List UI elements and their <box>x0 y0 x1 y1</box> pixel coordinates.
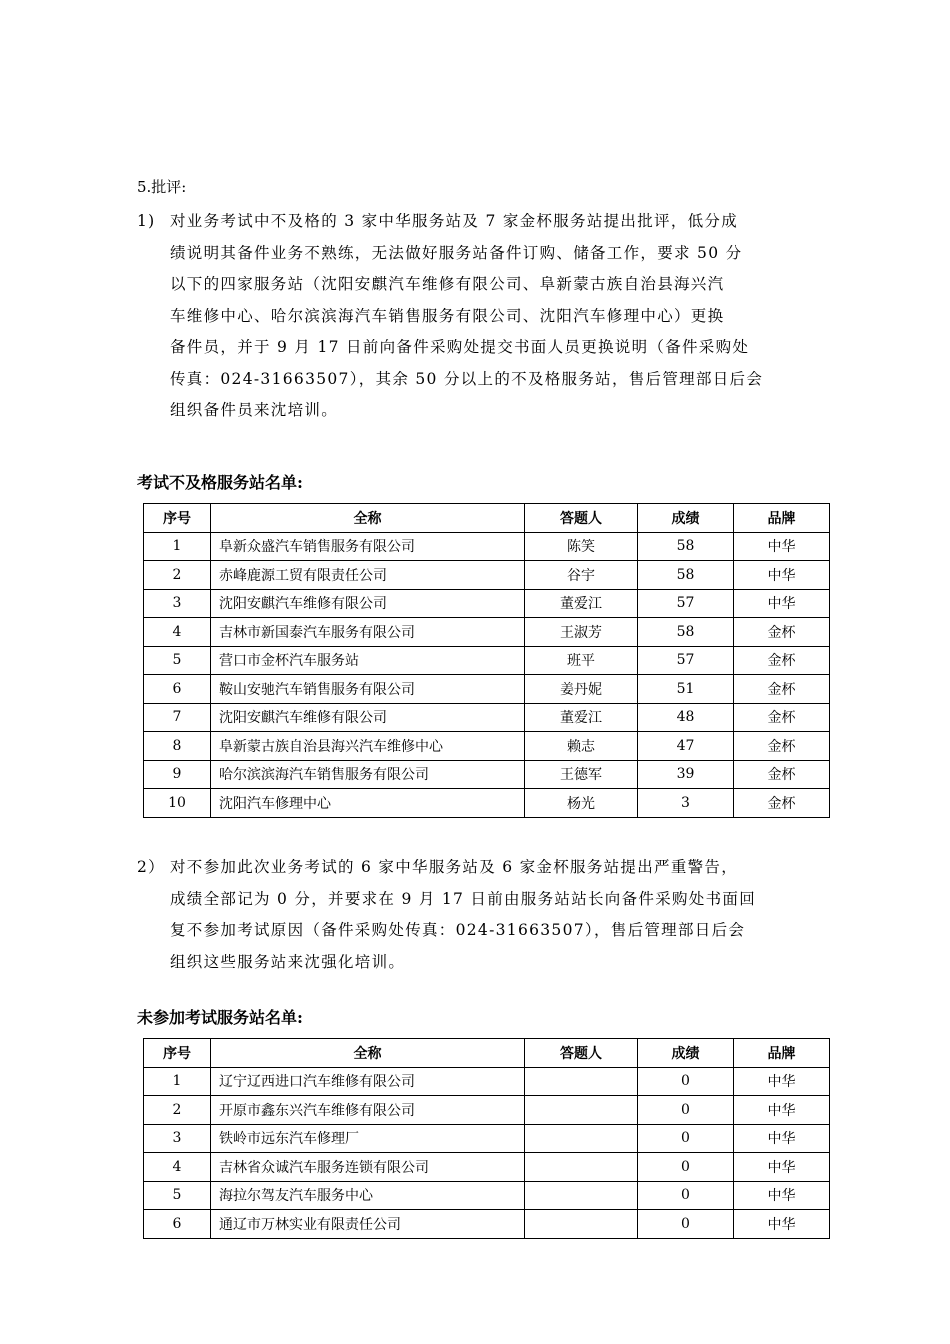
failed-stations-table <box>143 503 830 818</box>
cell-name: 阜新蒙古族自治县海兴汽车维修中心 <box>211 732 525 761</box>
cell-respondent: 王淑芳 <box>525 618 638 647</box>
cell-score: 58 <box>638 618 734 647</box>
cell-brand: 金杯 <box>734 760 830 789</box>
cell-respondent: 赖志 <box>525 732 638 761</box>
cell-respondent <box>525 1124 638 1153</box>
table2-heading: 未参加考试服务站名单: <box>137 1008 303 1027</box>
cell-respondent: 陈笑 <box>525 532 638 561</box>
table-row <box>144 646 830 675</box>
cell-name: 沈阳汽车修理中心 <box>211 789 525 818</box>
cell-brand: 中华 <box>734 1153 830 1182</box>
cell-brand: 金杯 <box>734 703 830 732</box>
cell-index: 6 <box>144 675 211 704</box>
cell-brand: 金杯 <box>734 618 830 647</box>
cell-respondent <box>525 1210 638 1239</box>
table-header-row <box>144 1039 830 1068</box>
cell-index: 3 <box>144 1124 211 1153</box>
table-row <box>144 1096 830 1125</box>
cell-score: 48 <box>638 703 734 732</box>
cell-name: 营口市金杯汽车服务站 <box>211 646 525 675</box>
cell-score: 51 <box>638 675 734 704</box>
col-header-index: 序号 <box>144 504 211 533</box>
item1-line: 传真：024-31663507），其余 50 分以上的不及格服务站，售后管理部日后会 <box>170 369 764 388</box>
cell-index: 1 <box>144 532 211 561</box>
cell-name: 赤峰鹿源工贸有限责任公司 <box>211 561 525 590</box>
cell-brand: 中华 <box>734 1210 830 1239</box>
item1-line: 组织备件员来沈培训。 <box>170 401 339 419</box>
cell-score: 0 <box>638 1210 734 1239</box>
cell-respondent <box>525 1096 638 1125</box>
cell-respondent: 董爱江 <box>525 703 638 732</box>
item1-line: 备件员，并于 9 月 17 日前向备件采购处提交书面人员更换说明（备件采购处 <box>170 338 750 356</box>
col-header-score: 成绩 <box>638 504 734 533</box>
cell-score: 0 <box>638 1153 734 1182</box>
cell-brand: 金杯 <box>734 675 830 704</box>
cell-brand: 中华 <box>734 1181 830 1210</box>
cell-index: 7 <box>144 703 211 732</box>
item1-line: 以下的四家服务站（沈阳安麒汽车维修有限公司、阜新蒙古族自治县海兴汽 <box>170 275 725 293</box>
cell-index: 10 <box>144 789 211 818</box>
table-row <box>144 589 830 618</box>
table-row <box>144 760 830 789</box>
col-header-brand: 品牌 <box>734 504 830 533</box>
cell-respondent: 董爱江 <box>525 589 638 618</box>
table-row <box>144 732 830 761</box>
cell-brand: 中华 <box>734 1124 830 1153</box>
cell-brand: 中华 <box>734 561 830 590</box>
cell-index: 4 <box>144 1153 211 1182</box>
item1-line: 对业务考试中不及格的 3 家中华服务站及 7 家金杯服务站提出批评，低分成 <box>170 212 739 230</box>
col-header-respondent: 答题人 <box>525 1039 638 1068</box>
table-row <box>144 675 830 704</box>
item2-line: 组织这些服务站来沈强化培训。 <box>170 952 406 971</box>
cell-score: 57 <box>638 589 734 618</box>
cell-name: 吉林省众诚汽车服务连锁有限公司 <box>211 1153 525 1182</box>
cell-score: 0 <box>638 1096 734 1125</box>
cell-score: 39 <box>638 760 734 789</box>
cell-index: 5 <box>144 1181 211 1210</box>
item2-line: 对不参加此次业务考试的 6 家中华服务站及 6 家金杯服务站提出严重警告， <box>170 858 739 876</box>
table-row <box>144 561 830 590</box>
cell-brand: 中华 <box>734 1067 830 1096</box>
table-row <box>144 1067 830 1096</box>
cell-respondent <box>525 1181 638 1210</box>
table-row <box>144 1181 830 1210</box>
cell-name: 沈阳安麒汽车维修有限公司 <box>211 589 525 618</box>
cell-index: 9 <box>144 760 211 789</box>
cell-index: 2 <box>144 1096 211 1125</box>
cell-score: 0 <box>638 1067 734 1096</box>
cell-name: 吉林市新国泰汽车服务有限公司 <box>211 618 525 647</box>
cell-brand: 中华 <box>734 1096 830 1125</box>
cell-score: 57 <box>638 646 734 675</box>
table-row <box>144 532 830 561</box>
table-row <box>144 703 830 732</box>
table1-heading: 考试不及格服务站名单: <box>137 473 303 492</box>
cell-score: 58 <box>638 561 734 590</box>
table-row <box>144 1153 830 1182</box>
cell-name: 鞍山安驰汽车销售服务有限公司 <box>211 675 525 704</box>
cell-index: 8 <box>144 732 211 761</box>
table-row <box>144 1124 830 1153</box>
cell-respondent: 杨光 <box>525 789 638 818</box>
table-row <box>144 789 830 818</box>
section-title: 5.批评: <box>137 178 187 196</box>
cell-respondent: 王德军 <box>525 760 638 789</box>
col-header-score: 成绩 <box>638 1039 734 1068</box>
cell-respondent: 姜丹妮 <box>525 675 638 704</box>
cell-brand: 金杯 <box>734 646 830 675</box>
cell-score: 0 <box>638 1181 734 1210</box>
cell-name: 铁岭市远东汽车修理厂 <box>211 1124 525 1153</box>
item1-line: 绩说明其备件业务不熟练，无法做好服务站备件订购、储备工作，要求 50 分 <box>170 243 743 262</box>
cell-index: 6 <box>144 1210 211 1239</box>
cell-name: 通辽市万林实业有限责任公司 <box>211 1210 525 1239</box>
col-header-index: 序号 <box>144 1039 211 1068</box>
col-header-name: 全称 <box>211 1039 525 1068</box>
cell-score: 3 <box>638 789 734 818</box>
cell-respondent: 谷宇 <box>525 561 638 590</box>
cell-respondent <box>525 1153 638 1182</box>
table-row <box>144 618 830 647</box>
item1-number: 1) <box>137 212 156 230</box>
table-row <box>144 1210 830 1239</box>
item2-line: 复不参加考试原因（备件采购处传真：024-31663507），售后管理部日后会 <box>170 921 746 939</box>
cell-name: 海拉尔驾友汽车服务中心 <box>211 1181 525 1210</box>
cell-score: 47 <box>638 732 734 761</box>
item2-number: 2） <box>137 858 165 876</box>
cell-name: 辽宁辽西进口汽车维修有限公司 <box>211 1067 525 1096</box>
cell-respondent: 班平 <box>525 646 638 675</box>
cell-brand: 中华 <box>734 589 830 618</box>
cell-name: 开原市鑫东兴汽车维修有限公司 <box>211 1096 525 1125</box>
cell-score: 58 <box>638 532 734 561</box>
cell-score: 0 <box>638 1124 734 1153</box>
absent-stations-table <box>143 1038 830 1239</box>
cell-name: 阜新众盛汽车销售服务有限公司 <box>211 532 525 561</box>
cell-name: 沈阳安麒汽车维修有限公司 <box>211 703 525 732</box>
col-header-brand: 品牌 <box>734 1039 830 1068</box>
cell-index: 5 <box>144 646 211 675</box>
cell-index: 2 <box>144 561 211 590</box>
cell-brand: 金杯 <box>734 789 830 818</box>
cell-brand: 中华 <box>734 532 830 561</box>
cell-respondent <box>525 1067 638 1096</box>
cell-name: 哈尔滨滨海汽车销售服务有限公司 <box>211 760 525 789</box>
cell-index: 1 <box>144 1067 211 1096</box>
item2-line: 成绩全部记为 0 分，并要求在 9 月 17 日前由服务站站长向备件采购处书面回 <box>170 889 757 908</box>
item1-line: 车维修中心、哈尔滨滨海汽车销售服务有限公司、沈阳汽车修理中心）更换 <box>170 306 725 325</box>
cell-index: 4 <box>144 618 211 647</box>
cell-index: 3 <box>144 589 211 618</box>
col-header-name: 全称 <box>211 504 525 533</box>
cell-brand: 金杯 <box>734 732 830 761</box>
col-header-respondent: 答题人 <box>525 504 638 533</box>
table-header-row <box>144 504 830 533</box>
